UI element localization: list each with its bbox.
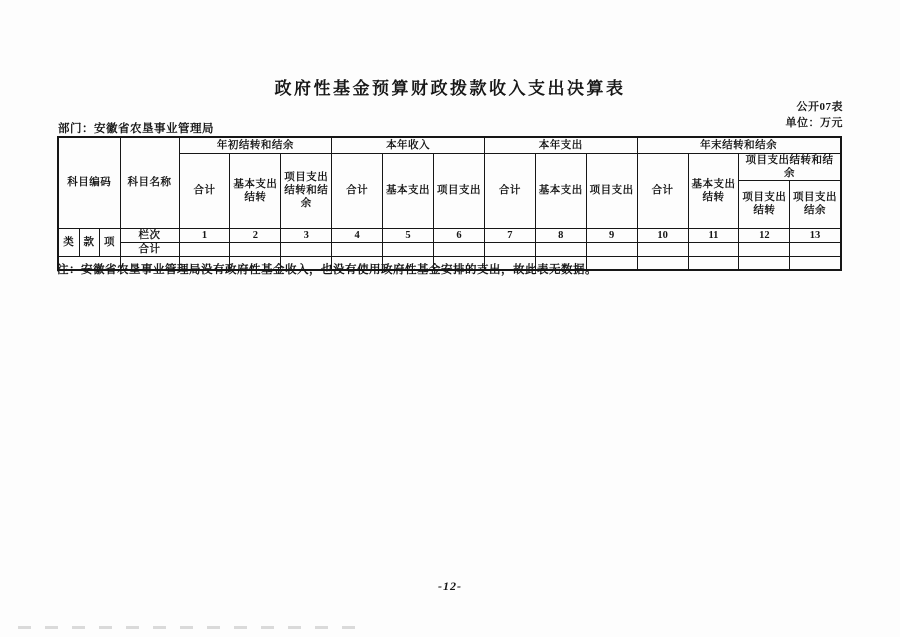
lanci-label: 栏次: [120, 228, 179, 242]
header-col-expense-basic: 基本支出: [535, 153, 586, 228]
total-row-value-cell: [484, 242, 535, 256]
form-meta: [786, 100, 844, 131]
scan-artifact-dashes: [18, 626, 363, 629]
header-col-end-project-surplus: 项目支出结余: [790, 180, 841, 228]
lanci-number: 12: [739, 228, 790, 242]
lanci-number: 5: [383, 228, 434, 242]
total-row-value-cell: [230, 242, 281, 256]
lanci-number: 7: [484, 228, 535, 242]
header-col-end-total: 合计: [637, 153, 688, 228]
code-part-item: 项: [99, 228, 120, 256]
unit-label: 单位：万元: [785, 116, 843, 129]
lanci-number: 2: [230, 228, 281, 242]
header-col-income-project: 项目支出: [434, 153, 485, 228]
department-label: 部门：安徽省农垦事业管理局: [58, 123, 214, 135]
code-part-section: 款: [79, 228, 99, 256]
header-col-end-project-carryover: 项目支出结转: [739, 180, 790, 228]
lanci-number: 4: [332, 228, 383, 242]
lanci-number: 8: [535, 228, 586, 242]
page-number: -12-: [438, 579, 462, 593]
code-part-category: 类: [58, 228, 79, 256]
total-row-value-cell: [535, 242, 586, 256]
total-row-value-cell: [179, 242, 230, 256]
header-subgroup-end-project: 项目支出结转和结余: [739, 153, 841, 180]
header-subject-name: 科目名称: [120, 137, 179, 228]
total-row-value-cell: [586, 242, 637, 256]
header-col-expense-project: 项目支出: [586, 153, 637, 228]
lanci-number: 11: [688, 228, 739, 242]
lanci-number: 10: [637, 228, 688, 242]
total-row-label: 合计: [120, 242, 179, 256]
budget-table: [57, 136, 842, 271]
header-col-income-basic: 基本支出: [383, 153, 434, 228]
total-row-value-cell: [281, 242, 332, 256]
header-col-begin-basic-carryover: 基本支出结转: [230, 153, 281, 228]
lanci-number: 13: [790, 228, 841, 242]
header-group-begin-balance: 年初结转和结余: [179, 137, 332, 153]
lanci-number: 6: [434, 228, 485, 242]
total-row-value-cell: [637, 242, 688, 256]
header-subject-code: 科目编码: [58, 137, 120, 228]
total-row-value-cell: [790, 242, 841, 256]
header-col-income-total: 合计: [332, 153, 383, 228]
form-code: 公开07表: [796, 101, 843, 113]
lanci-number: 9: [586, 228, 637, 242]
header-group-year-expense: 本年支出: [484, 137, 637, 153]
total-row-value-cell: [739, 242, 790, 256]
footnote: 注：安徽省农垦事业管理局没有政府性基金收入，也没有使用政府性基金安排的支出，故此表无数据。: [57, 264, 597, 276]
lanci-number: 3: [281, 228, 332, 242]
lanci-number: 1: [179, 228, 230, 242]
total-row-value-cell: [383, 242, 434, 256]
total-row-value-cell: [332, 242, 383, 256]
header-col-expense-total: 合计: [484, 153, 535, 228]
total-row-value-cell: [688, 242, 739, 256]
form-title: 政府性基金预算财政拨款收入支出决算表: [274, 79, 626, 98]
header-group-end-balance: 年末结转和结余: [637, 137, 841, 153]
header-col-begin-total: 合计: [179, 153, 230, 228]
header-group-year-income: 本年收入: [332, 137, 485, 153]
header-col-begin-project-carryover: 项目支出结转和结余: [281, 153, 332, 228]
total-row-value-cell: [434, 242, 485, 256]
header-col-end-basic-carryover: 基本支出结转: [688, 153, 739, 228]
